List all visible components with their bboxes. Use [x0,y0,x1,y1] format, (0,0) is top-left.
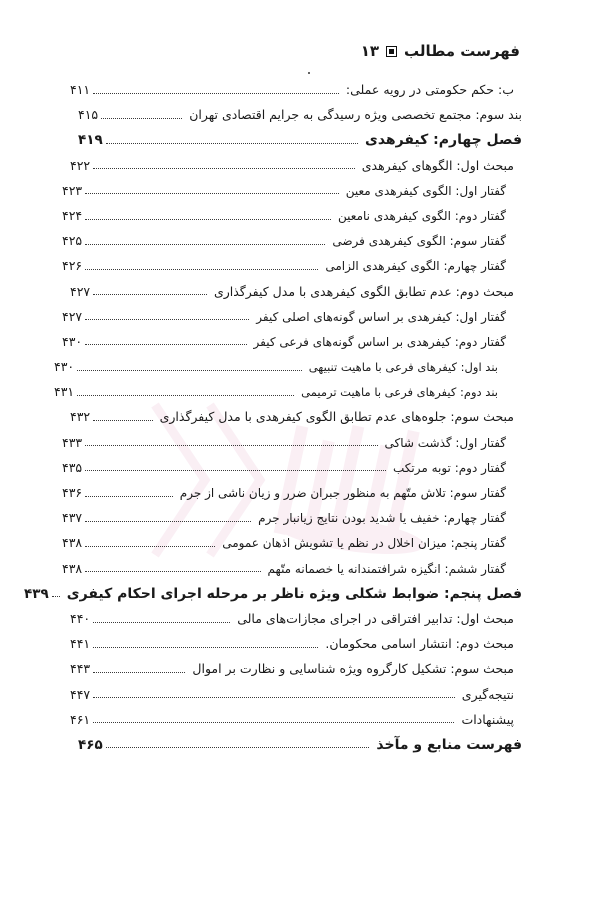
toc-entry-label: فهرست منابع و مآخذ [376,736,522,753]
toc-entry[interactable] [70,611,514,636]
header-page-number: ۱۳ [360,42,380,60]
toc-entry[interactable] [62,309,506,334]
toc-entry-label: ب: حکم حکومتی در رویه عملی: [345,82,514,97]
toc-entry-label: گفتار سوم: تلاش متّهم به منظور جبران ضرر و زیان ناشی از جرم [179,486,506,500]
toc-entry-page: ۴۳۱ [54,384,75,400]
toc-entry-label: گفتار چهارم: الگوی کیفرهدی الزامی [325,259,506,274]
toc-entry[interactable] [62,535,506,560]
toc-leader-dots [85,268,318,270]
toc-leader-dots [85,318,249,320]
toc-entry-page: ۴۲۲ [70,157,91,173]
toc-entry-page: ۴۴۰ [70,610,91,626]
toc-leader-dots [106,746,370,748]
toc-entry[interactable] [62,258,506,283]
toc-leader-dots [85,243,325,245]
toc-entry-label: گفتار ششم: انگیزه شرافتمندانه یا خصمانه متّهم [267,561,506,576]
square-bullet-icon [386,46,397,57]
toc-entry[interactable] [62,435,506,460]
toc-entry[interactable] [78,132,522,157]
toc-entry[interactable] [54,384,498,409]
toc-entry[interactable] [70,636,514,661]
toc-entry-label: فصل پنجم: ضوابط شکلی ویژه ناظر بر مرحله اجرای احکام کیفری [66,585,522,602]
toc-entry-page: ۴۳۷ [62,510,83,526]
toc-entry[interactable] [70,661,514,686]
toc-entry-page: ۴۳۹ [24,585,49,602]
toc-leader-dots [85,520,251,522]
toc-leader-dots [93,671,185,673]
toc-leader-dots [85,469,386,471]
toc-entry[interactable] [70,82,514,107]
toc-entry-label: مبحث سوم: جلوه‌های عدم تطابق الگوی کیفرهدی با مدل کیفرگذاری [159,409,514,425]
toc-leader-dots [106,142,358,144]
toc-leader-dots [93,721,454,723]
toc-entry-label: گفتار دوم: توبه مرتکب [392,460,506,475]
toc-entry-page: ۴۳۲ [70,409,91,425]
toc-entry-label: بند سوم: مجتمع تخصصی ویژه رسیدگی به جرایم اقتصادی تهران [189,107,522,123]
toc-entry-label: مبحث دوم: عدم تطابق الگوی کیفرهدی با مدل کیفرگذاری [213,283,514,299]
toc-leader-dots [93,646,318,648]
toc-entry-page: ۴۲۴ [62,207,83,223]
toc-entry[interactable] [62,208,506,233]
toc-entry-label: مبحث اول: تدابیر افتراقی در اجرای مجازات‌های مالی [237,610,514,626]
toc-entry[interactable] [62,485,506,510]
toc-entry-label: گفتار اول: کیفرهدی بر اساس گونه‌های اصلی کیفر [256,309,506,324]
toc-entry[interactable] [62,233,506,258]
toc-entry-page: ۴۴۳ [70,661,91,677]
toc-entry-page: ۴۳۵ [62,459,83,475]
toc-entry-label: نتیجه‌گیری [461,686,514,702]
toc-entry-label: گفتار اول: گذشت شاکی [384,435,506,450]
toc-entry-page: ۴۲۳ [62,182,83,198]
toc-entry-page: ۴۳۶ [62,485,83,500]
toc-entry[interactable] [24,585,522,611]
toc-entry-label: گفتار اول: الگوی کیفرهدی معین [345,183,506,198]
toc-entry[interactable] [70,158,514,183]
toc-entry-page: ۴۲۷ [62,308,83,324]
toc-entry-page: ۴۳۸ [62,535,83,551]
toc-entry-label: مبحث سوم: تشکیل کارگروه ویژه شناسایی و نظارت بر اموال [192,661,514,677]
toc-leader-dots [85,218,331,220]
toc-entry[interactable] [62,334,506,359]
toc-entry-page: ۴۲۶ [62,258,83,274]
toc-entry-page: ۴۳۳ [62,434,83,450]
toc-leader-dots [85,192,339,194]
toc-entry-page: ۴۳۰ [62,333,83,349]
toc-entry-page: ۴۲۵ [62,233,83,249]
toc-leader-dots [85,343,246,345]
toc-leader-dots [52,595,60,597]
toc-entry[interactable] [62,183,506,208]
toc-entry-page: ۴۱۵ [78,107,99,123]
toc-entry-page: ۴۱۱ [70,82,91,97]
toc-leader-dots [93,293,207,295]
toc-entry[interactable] [62,460,506,485]
toc-entry[interactable] [70,409,514,434]
toc-entry-page: ۴۱۹ [78,132,103,149]
toc-entry-label: گفتار چهارم: خفیف یا شدید بودن نتایج زیانبار جرم [258,511,506,526]
toc-entry-label: فصل چهارم: کیفرهدی [365,132,522,149]
header-title: فهرست مطالب [404,42,520,60]
table-of-contents [24,82,522,762]
decorative-dot [308,72,310,74]
toc-entry-page: ۴۲۷ [70,283,91,299]
toc-leader-dots [85,545,215,547]
toc-entry-page: ۴۶۵ [78,736,103,753]
toc-entry[interactable] [70,284,514,309]
toc-leader-dots [85,495,173,497]
toc-entry[interactable] [62,561,506,586]
toc-leader-dots [93,92,339,94]
toc-entry-label: گفتار دوم: الگوی کیفرهدی نامعین [338,208,506,223]
toc-leader-dots [85,570,260,572]
toc-entry-label: گفتار دوم: کیفرهدی بر اساس گونه‌های فرعی کیفر [253,334,506,349]
toc-entry-label: گفتار سوم: الگوی کیفرهدی فرضی [332,234,506,249]
toc-entry-page: ۴۳۰ [54,359,75,375]
toc-entry-page: ۴۴۷ [70,686,91,702]
toc-entry[interactable] [70,687,514,712]
toc-entry-label: مبحث دوم: انتشار اسامی محکومان. [325,636,514,652]
toc-entry-page: ۴۳۸ [62,560,83,576]
toc-entry-page: ۴۴۱ [70,636,91,652]
toc-entry-label: مبحث اول: الگوهای کیفرهدی [361,157,514,173]
toc-entry-page: ۴۶۱ [70,711,91,727]
toc-entry-label: گفتار پنجم: میزان اخلال در نظم یا تشویش اذهان عمومی [222,536,506,551]
toc-leader-dots [77,394,294,396]
toc-entry[interactable] [62,510,506,535]
toc-entry-label: بند اول: کیفرهای فرعی با ماهیت تنبیهی [308,360,498,375]
toc-leader-dots [85,444,377,446]
toc-entry-label: پیشنهادات [461,711,514,727]
toc-entry[interactable] [70,712,514,737]
toc-entry-label: بند دوم: کیفرهای فرعی با ماهیت ترمیمی [301,385,498,400]
toc-leader-dots [93,167,355,169]
toc-leader-dots [93,621,230,623]
toc-entry[interactable] [54,359,498,384]
toc-entry[interactable] [78,107,522,132]
toc-leader-dots [93,419,152,421]
toc-leader-dots [101,117,182,119]
toc-entry[interactable] [78,737,522,762]
toc-leader-dots [77,369,302,371]
page-header [80,42,520,60]
toc-leader-dots [93,696,455,698]
